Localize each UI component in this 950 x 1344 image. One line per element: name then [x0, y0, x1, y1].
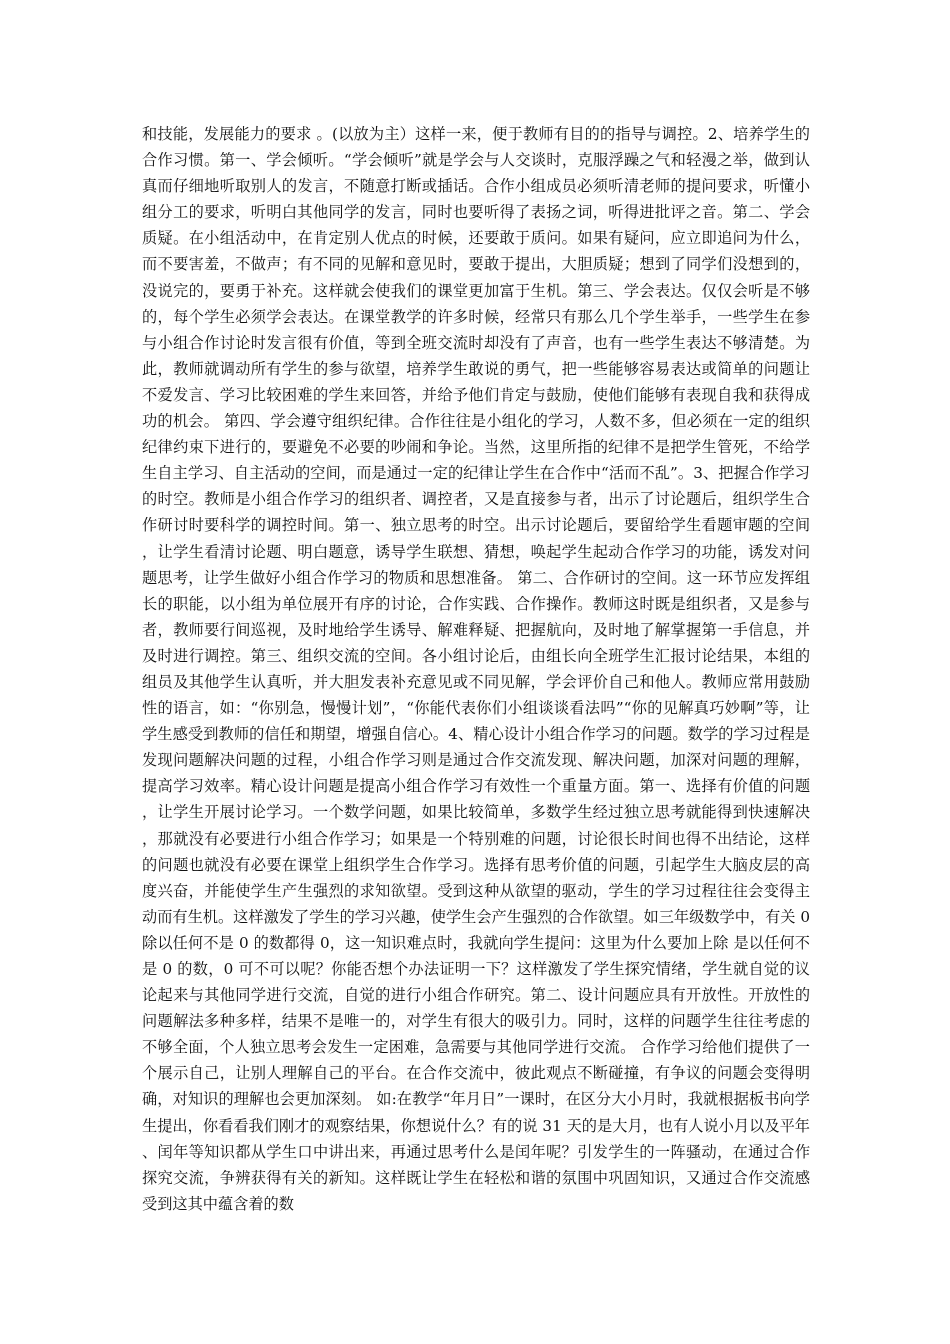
body-paragraph: 和技能，发展能力的要求 。(以放为主）这样一来，便于教师有目的的指导与调控。2、培养学生的合作习惯。第一、学会倾听。“学会倾听”就是学会与人交谈时，克服浮躁之气和轻漫之举，做到认真而仔细地听取别人的发言，不随意打断或插话。合作小组成员必须听清老师的提问要求，听懂小组分工的要求，听明白其他同学的发言，同时也要听得了表扬之词，听得进批评之音。第二、学会质疑。在小组活动中，在肯定别人优点的时候，还要敢于质问。如果有疑问，应立即追问为什么，而不要害羞，不做声；有不同的见解和意见时，要敢于提出，大胆质疑；想到了同学们没想到的，没说完的，要勇于补充。这样就会使我们的课堂更加富于生机。第三、学会表达。仅仅会听是不够的，每个学生必须学会表达。在课堂教学的许多时候，经常只有那么几个学生举手，一些学生在参与小组合作讨论时发言很有价值，等到全班交流时却没有了声音，也有一些学生表达不够清楚。为此，教师就调动所有学生的参与欲望，培养学生敢说的勇气，把一些能够容易表达或简单的问题让不爱发言、学习比较困难的学生来回答，并给予他们肯定与鼓励，使他们能够有表现自我和获得成功的机会。 第四、学会遵守组织纪律。合作往往是小组化的学习，人数不多，但必须在一定的组织纪律约束下进行的，要避免不必要的吵闹和争论。当然，这里所指的纪律不是把学生管死，不给学生自主学习、自主活动的空间，而是通过一定的纪律让学生在合作中“活而不乱”。3、把握合作学习的时空。教师是小组合作学习的组织者、调控者，又是直接参与者，出示了讨论题后，组织学生合作研讨时要科学的调控时间。第一、独立思考的时空。出示讨论题后，要留给学生看题审题的空间，让学生看清讨论题、明白题意，诱导学生联想、猜想，唤起学生起动合作学习的功能，诱发对问题思考，让学生做好小组合作学习的物质和思想准备。 第二、合作研讨的空间。这一环节应发挥组长的职能，以小组为单位展开有序的讨论，合作实践、合作操作。教师这时既是组织者，又是参与者，教师要行间巡视，及时地给学生诱导、解难释疑、把握航向，及时地了解掌握第一手信息，并及时进行调控。第三、组织交流的空间。各小组讨论后，由组长向全班学生汇报讨论结果，本组的组员及其他学生认真听，并大胆发表补充意见或不同见解，学会评价自己和他人。教师应常用鼓励性的语言，如：“你别急，慢慢计划”，“你能代表你们小组谈谈看法吗”“你的见解真巧妙啊”等，让学生感受到教师的信任和期望，增强自信心。4、精心设计小组合作学习的问题。数学的学习过程是发现问题解决问题的过程，小组合作学习则是通过合作交流发现、解决问题，加深对问题的理解，提高学习效率。精心设计问题是提高小组合作学习有效性一个重量方面。第一、选择有价值的问题，让学生开展讨论学习。一个数学问题，如果比较简单，多数学生经过独立思考就能得到快速解决，那就没有必要进行小组合作学习；如果是一个特别难的问题，讨论很长时间也得不出结论，这样的问题也就没有必要在课堂上组织学生合作学习。选择有思考价值的问题，引起学生大脑皮层的高度兴奋，并能使学生产生强烈的求知欲望。受到这种从欲望的驱动，学生的学习过程往往会变得主动而有生机。这样激发了学生的学习兴趣，使学生会产生强烈的合作欲望。如三年级数学中，有关 0 除以任何不是 0 的数都得 0，这一知识难点时，我就向学生提问：这里为什么要加上除 是以任何不是 0 的数，0 可不可以呢？你能否想个办法证明一下？这样激发了学生探究情绪，学生就自觉的议论起来与其他同学进行交流，自觉的进行小组合作研究。第二、设计问题应具有开放性。开放性的问题解法多种多样，结果不是唯一的，对学生有很大的吸引力。同时，这样的问题学生往往考虑的不够全面，个人独立思考会发生一定困难，急需要与其他同学进行交流。 合作学习给他们提供了一个展示自己，让别人理解自己的平台。在合作交流中，彼此观点不断碰撞，有争议的问题会变得明确，对知识的理解也会更加深刻。 如:在教学“年月日”一课时，在区分大小月时，我就根据板书向学生提出，你看看我们刚才的观察结果，你想说什么？有的说 31 天的是大月，也有人说小月以及平年、闰年等知识都从学生口中讲出来，再通过思考什么是闰年呢？引发学生的一阵骚动，在通过合作探究交流，争辨获得有关的新知。这样既让学生在轻松和谐的氛围中巩固知识，又通过合作交流感受到这其中蕴含着的数 [142, 125, 810, 1213]
